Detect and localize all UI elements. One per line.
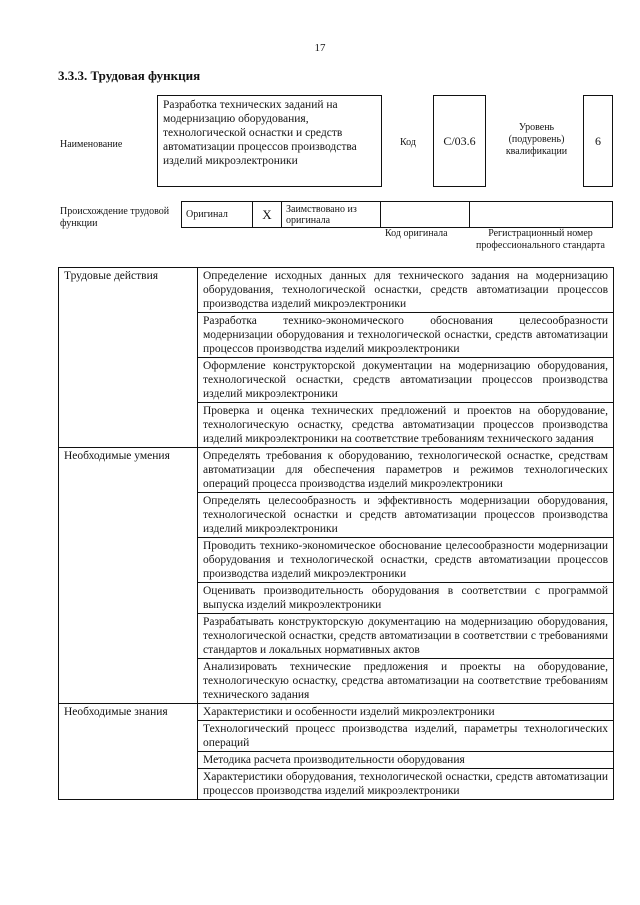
table-cell: Разрабатывать конструкторскую документацию на модернизацию оборудования, технологической оснастки, средств автоматизации в соответствии с требованиями стандартов и локальных нормативных актов (198, 614, 614, 659)
reg-number-cell (470, 202, 613, 228)
reg-number-label: Регистрационный номер профессионального стандарта (476, 228, 605, 251)
code-label: Код (400, 137, 416, 148)
table-cell: Методика расчета производительности оборудования (198, 752, 614, 769)
table-cell: Характеристики оборудования, технологической оснастки, средств автоматизации процессов производства изделий микроэлектроники (198, 769, 614, 800)
table-row (59, 704, 614, 721)
code-value-box: C/03.6 (433, 95, 486, 187)
page-number: 17 (314, 42, 326, 54)
original-code-label: Код оригинала (385, 228, 448, 239)
section-heading: 3.3.3. Трудовая функция (58, 68, 201, 83)
original-code-cell (381, 202, 470, 228)
table-cell: Технологический процесс производства изделий, параметры технологических операций (198, 721, 614, 752)
table-row (59, 448, 614, 493)
original-mark: X (253, 202, 282, 228)
table-cell: Определять требования к оборудованию, технологической оснастке, средствам автоматизации для обеспечения параметров и режимов технологических операций процесса производства изделий микроэлектроники (198, 448, 614, 493)
name-label: Наименование (60, 139, 123, 150)
table-cell: Анализировать технические предложения и проекты на оборудование, технологическую оснастку, средства автоматизации на соответствие требованиям технического задания (198, 659, 614, 704)
category-required-skills: Необходимые умения (59, 448, 198, 704)
qualification-level-label: Уровень (подуровень) квалификации (505, 122, 568, 157)
table-cell: Определять целесообразность и эффективность модернизации оборудования, технологической оснастки и средств автоматизации процессов производства изделий микроэлектроники (198, 493, 614, 538)
function-details-table (58, 267, 614, 800)
table-cell: Проводить технико-экономическое обоснование целесообразности модернизации оборудования и технологической оснастки, средств автоматизации процессов производства изделий микроэлектроники (198, 538, 614, 583)
table-cell: Проверка и оценка технических предложений и проектов на оборудование, технологическую оснастку, средства автоматизации процессов производства изделий микроэлектроники на соответствие требованиям технического задания (198, 403, 614, 448)
category-labor-actions: Трудовые действия (59, 268, 198, 448)
table-cell: Оформление конструкторской документации на модернизацию оборудования, технологической оснастки, средств автоматизации процессов производства изделий микроэлектроники (198, 358, 614, 403)
borrowed-cell: Заимствовано из оригинала (282, 202, 381, 228)
table-cell: Оценивать производительность оборудования в соответствии с программой выпуска изделий микроэлектроники (198, 583, 614, 614)
original-cell: Оригинал (182, 202, 253, 228)
table-cell: Характеристики и особенности изделий микроэлектроники (198, 704, 614, 721)
function-name-box: Разработка технических заданий на модернизацию оборудования, технологической оснастки и средств автоматизации процессов производства изделий микроэлектроники (157, 95, 382, 187)
table-cell: Определение исходных данных для технического задания на модернизацию оборудования, технологической оснастки, средств автоматизации процессов производства изделий микроэлектроники (198, 268, 614, 313)
table-row (59, 268, 614, 313)
origin-table (181, 201, 613, 228)
category-required-knowledge: Необходимые знания (59, 704, 198, 800)
qualification-level-box: 6 (583, 95, 613, 187)
origin-label: Происхождение трудовой функции (60, 206, 170, 229)
table-cell: Разработка технико-экономического обоснования целесообразности модернизации оборудования и технологической оснастки, средств автоматизации процессов производства изделий микроэлектроники (198, 313, 614, 358)
